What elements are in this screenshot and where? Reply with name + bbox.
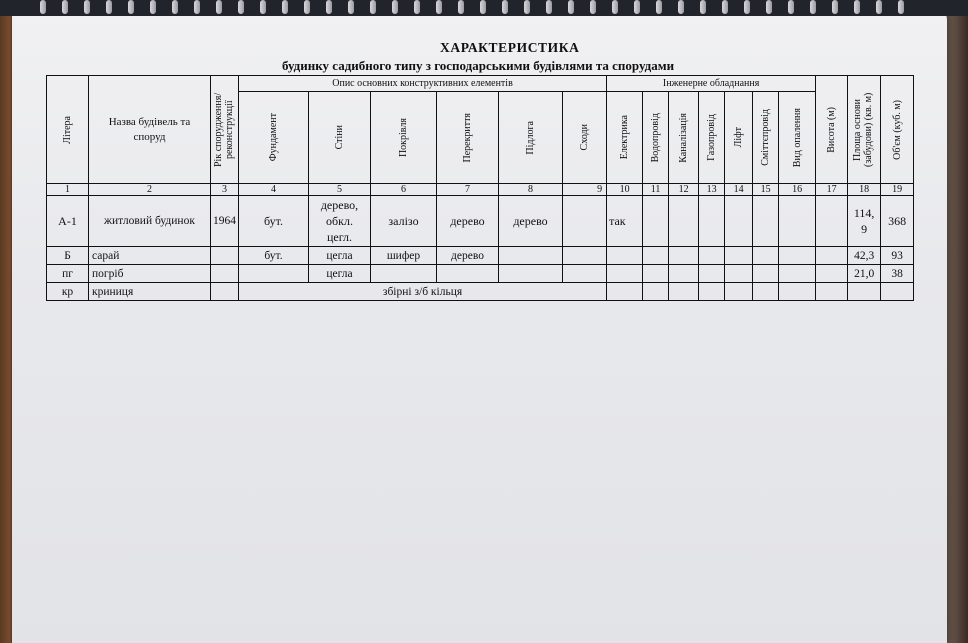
cell-empty	[725, 265, 753, 283]
header-name: Назва будівель та споруд	[89, 76, 211, 184]
col-number: 9	[563, 184, 607, 196]
cell-empty	[643, 265, 669, 283]
cell-empty	[643, 196, 669, 247]
header-vodoprovid: Водопровід	[643, 92, 669, 184]
col-number: 13	[699, 184, 725, 196]
col-number: 11	[643, 184, 669, 196]
cell-name: житловий будинок	[89, 196, 211, 247]
cell-empty	[607, 283, 643, 301]
header-perekryttia: Перекриття	[437, 92, 499, 184]
col-number: 16	[779, 184, 816, 196]
table-row	[47, 247, 914, 265]
cell-ploshcha: 42,3	[848, 247, 881, 265]
cell-empty	[725, 283, 753, 301]
cell-ploshcha: 21,0	[848, 265, 881, 283]
header-elektryka: Електрика	[607, 92, 643, 184]
table-row	[47, 283, 914, 301]
cell-perekryttia: дерево	[437, 196, 499, 247]
col-number: 18	[848, 184, 881, 196]
cell-empty	[779, 196, 816, 247]
header-smittieprovid: Сміттєпровід	[753, 92, 779, 184]
col-number: 5	[309, 184, 371, 196]
spiral-binding	[0, 0, 968, 16]
cell-empty	[699, 283, 725, 301]
cell-stiny: дерево, обкл. цегл.	[309, 196, 371, 247]
cell-fundament: бут.	[239, 196, 309, 247]
header-pokrivlia: Покрівля	[371, 92, 437, 184]
cell-empty	[211, 265, 239, 283]
cell-empty	[725, 247, 753, 265]
cell-stiny: цегла	[309, 247, 371, 265]
cell-empty	[725, 196, 753, 247]
cell-elektryka: так	[607, 196, 643, 247]
col-number: 1	[47, 184, 89, 196]
col-number: 19	[881, 184, 914, 196]
cell-empty	[211, 247, 239, 265]
cell-empty	[779, 283, 816, 301]
header-obiem: Об'єм (куб. м)	[881, 76, 914, 184]
col-number: 8	[499, 184, 563, 196]
cell-litera: А-1	[47, 196, 89, 247]
header-row-1	[47, 76, 914, 92]
col-number: 14	[725, 184, 753, 196]
header-stiny: Стіни	[309, 92, 371, 184]
cell-empty	[669, 247, 699, 265]
header-lift: Ліфт	[725, 92, 753, 184]
cell-empty	[848, 283, 881, 301]
cell-empty	[669, 196, 699, 247]
header-hazoprovid: Газопровід	[699, 92, 725, 184]
cell-empty	[239, 265, 309, 283]
cell-empty	[643, 283, 669, 301]
col-number: 6	[371, 184, 437, 196]
header-kanalizatsiia: Каналізація	[669, 92, 699, 184]
header-pidloha: Підлога	[499, 92, 563, 184]
cell-empty	[371, 265, 437, 283]
cell-skhody	[563, 196, 607, 247]
cell-empty	[437, 265, 499, 283]
cell-empty	[669, 283, 699, 301]
col-number: 15	[753, 184, 779, 196]
table-row	[47, 196, 914, 247]
cell-empty	[753, 247, 779, 265]
cell-empty	[499, 265, 563, 283]
cell-merged-description: збірні з/б кільця	[239, 283, 607, 301]
cell-litera: пг	[47, 265, 89, 283]
column-number-row	[47, 184, 914, 196]
cell-empty	[816, 196, 848, 247]
cell-empty	[753, 265, 779, 283]
col-number: 10	[607, 184, 643, 196]
cell-empty	[753, 283, 779, 301]
cell-stiny: цегла	[309, 265, 371, 283]
cell-litera: Б	[47, 247, 89, 265]
header-litera: Літера	[47, 76, 89, 184]
cell-perekryttia: дерево	[437, 247, 499, 265]
table-row	[47, 265, 914, 283]
cell-empty	[779, 265, 816, 283]
cell-empty	[779, 247, 816, 265]
cell-fundament: бут.	[239, 247, 309, 265]
document-title: ХАРАКТЕРИСТИКА	[440, 40, 580, 55]
header-ploshcha: Площа основи (забудови) (кв. м)	[848, 76, 881, 184]
cell-empty	[669, 265, 699, 283]
cell-empty	[699, 265, 725, 283]
header-skhody: Сходи	[563, 92, 607, 184]
cell-year: 1964	[211, 196, 239, 247]
cell-ploshcha: 114,9	[848, 196, 881, 247]
col-number: 3	[211, 184, 239, 196]
cell-empty	[563, 265, 607, 283]
cell-empty	[211, 283, 239, 301]
cell-litera: кр	[47, 283, 89, 301]
characteristics-table	[46, 75, 914, 301]
cell-empty	[699, 196, 725, 247]
cell-empty	[607, 247, 643, 265]
col-number: 4	[239, 184, 309, 196]
col-number: 17	[816, 184, 848, 196]
header-inzh-group: Інженерне обладнання	[607, 76, 816, 92]
cell-name: криниця	[89, 283, 211, 301]
cell-obiem: 368	[881, 196, 914, 247]
cell-empty	[816, 265, 848, 283]
cell-empty	[563, 247, 607, 265]
header-vyd-opalennia: Вид опалення	[779, 92, 816, 184]
cell-empty	[607, 265, 643, 283]
cell-name: сарай	[89, 247, 211, 265]
cell-empty	[816, 283, 848, 301]
cell-empty	[816, 247, 848, 265]
cell-empty	[643, 247, 669, 265]
cell-empty	[499, 247, 563, 265]
col-number: 12	[669, 184, 699, 196]
cell-obiem: 38	[881, 265, 914, 283]
document-subtitle: будинку садибного типу з господарськими будівлями та спорудами	[282, 58, 675, 73]
cell-pokrivlia: шифер	[371, 247, 437, 265]
cell-empty	[753, 196, 779, 247]
col-number: 2	[89, 184, 211, 196]
header-opys-group: Опис основних конструктивних елементів	[239, 76, 607, 92]
cell-name: погріб	[89, 265, 211, 283]
cell-pokrivlia: залізо	[371, 196, 437, 247]
cell-empty	[699, 247, 725, 265]
col-number: 7	[437, 184, 499, 196]
header-year: Рік спорудження/ реконструкції	[211, 76, 239, 184]
cell-obiem: 93	[881, 247, 914, 265]
cell-empty	[881, 283, 914, 301]
header-fundament: Фундамент	[239, 92, 309, 184]
cell-pidloha: дерево	[499, 196, 563, 247]
header-vysota: Висота (м)	[816, 76, 848, 184]
